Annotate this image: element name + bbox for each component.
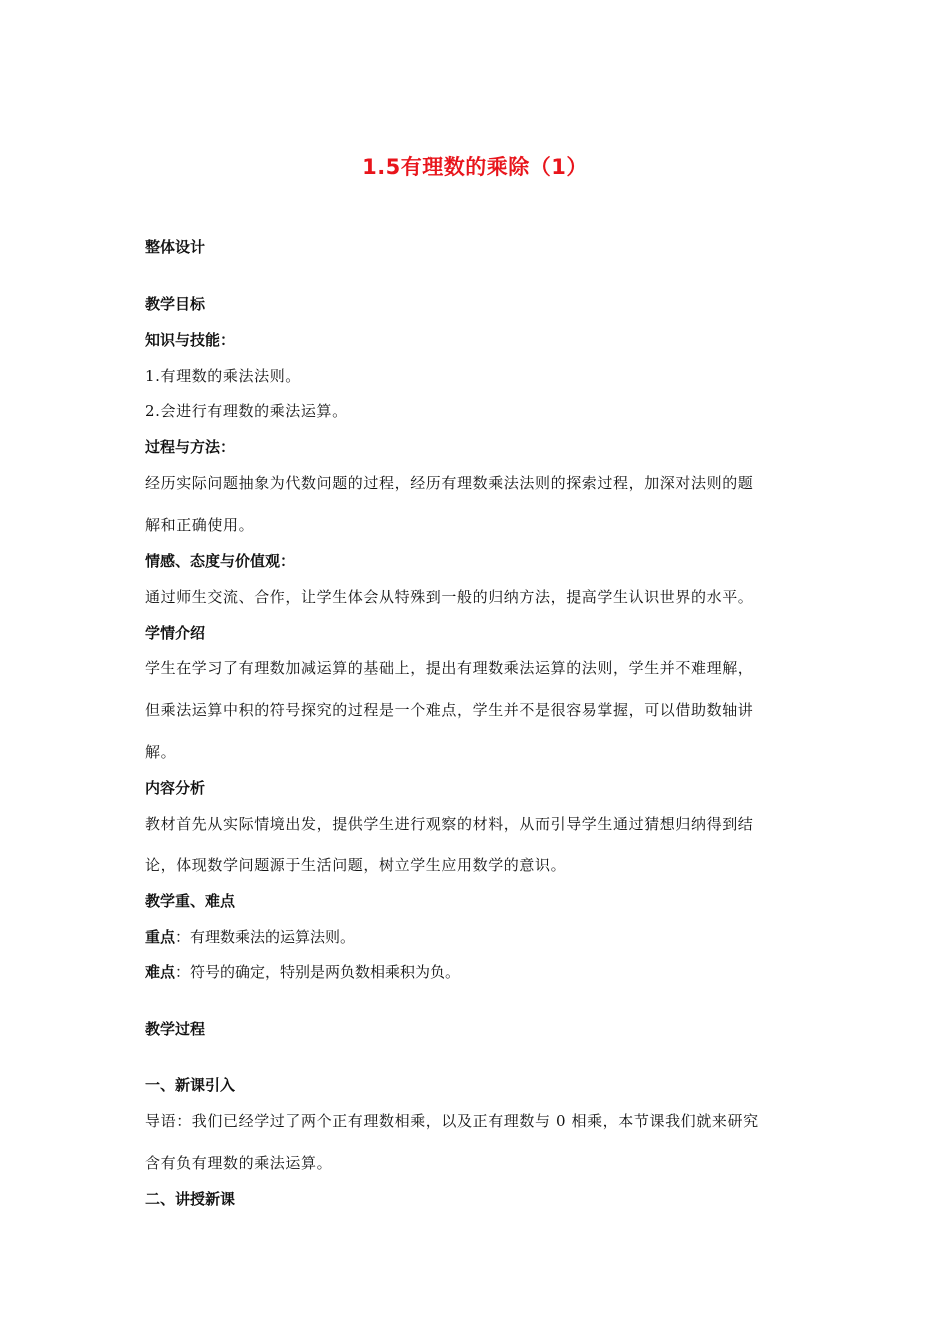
emotion-paragraph: 通过师生交流、合作，让学生体会从特殊到一般的归纳方法，提高学生认识世界的水平。 — [145, 588, 754, 606]
heading-knowledge: 知识与技能： — [145, 331, 236, 349]
student-paragraph-line-3: 解。 — [145, 743, 177, 761]
heading-objectives: 教学目标 — [145, 295, 206, 313]
content-paragraph-line-2: 论，体现数学问题源于生活问题，树立学生应用数学的意识。 — [145, 856, 567, 874]
difficulty-point-label: 难点 — [145, 963, 176, 981]
heading-overall-design: 整体设计 — [145, 238, 206, 256]
heading-content-analysis: 内容分析 — [145, 779, 206, 797]
heading-process-method: 过程与方法： — [145, 438, 236, 456]
difficulty-point — [145, 961, 810, 983]
heading-emotion: 情感、态度与价值观： — [145, 552, 296, 570]
knowledge-item-1: 1.有理数的乘法法则。 — [145, 367, 301, 385]
heading-teach-new-lesson: 二、讲授新课 — [145, 1190, 236, 1208]
key-point — [145, 926, 810, 948]
knowledge-item-2: 2.会进行有理数的乘法运算。 — [145, 402, 348, 420]
key-point-text: ：有理数乘法的运算法则。 — [175, 928, 356, 946]
heading-student-situation: 学情介绍 — [145, 624, 206, 642]
difficulty-point-text: ：符号的确定，特别是两负数相乘积为负。 — [175, 963, 461, 981]
content-paragraph-line-1: 教材首先从实际情境出发，提供学生进行观察的材料，从而引导学生通过猜想归纳得到结 — [145, 815, 754, 833]
document-title: 1.5有理数的乘除（1） — [362, 155, 588, 179]
intro-paragraph-line-1: 导语：我们已经学过了两个正有理数相乘，以及正有理数与 0 相乘，本节课我们就来研究 — [145, 1112, 759, 1130]
process-paragraph-line-1: 经历实际问题抽象为代数问题的过程，经历有理数乘法法则的探索过程，加深对法则的题 — [145, 474, 754, 492]
heading-key-difficult-points: 教学重、难点 — [145, 892, 236, 910]
process-paragraph-line-2: 解和正确使用。 — [145, 516, 255, 534]
heading-new-lesson-intro: 一、新课引入 — [145, 1076, 236, 1094]
heading-teaching-process: 教学过程 — [145, 1020, 206, 1038]
student-paragraph-line-2: 但乘法运算中积的符号探究的过程是一个难点，学生并不是很容易掌握，可以借助数轴讲 — [145, 701, 754, 719]
key-point-label: 重点 — [145, 928, 176, 946]
student-paragraph-line-1: 学生在学习了有理数加减运算的基础上，提出有理数乘法运算的法则，学生并不难理解， — [145, 659, 754, 677]
intro-paragraph-line-2: 含有负有理数的乘法运算。 — [145, 1154, 333, 1172]
